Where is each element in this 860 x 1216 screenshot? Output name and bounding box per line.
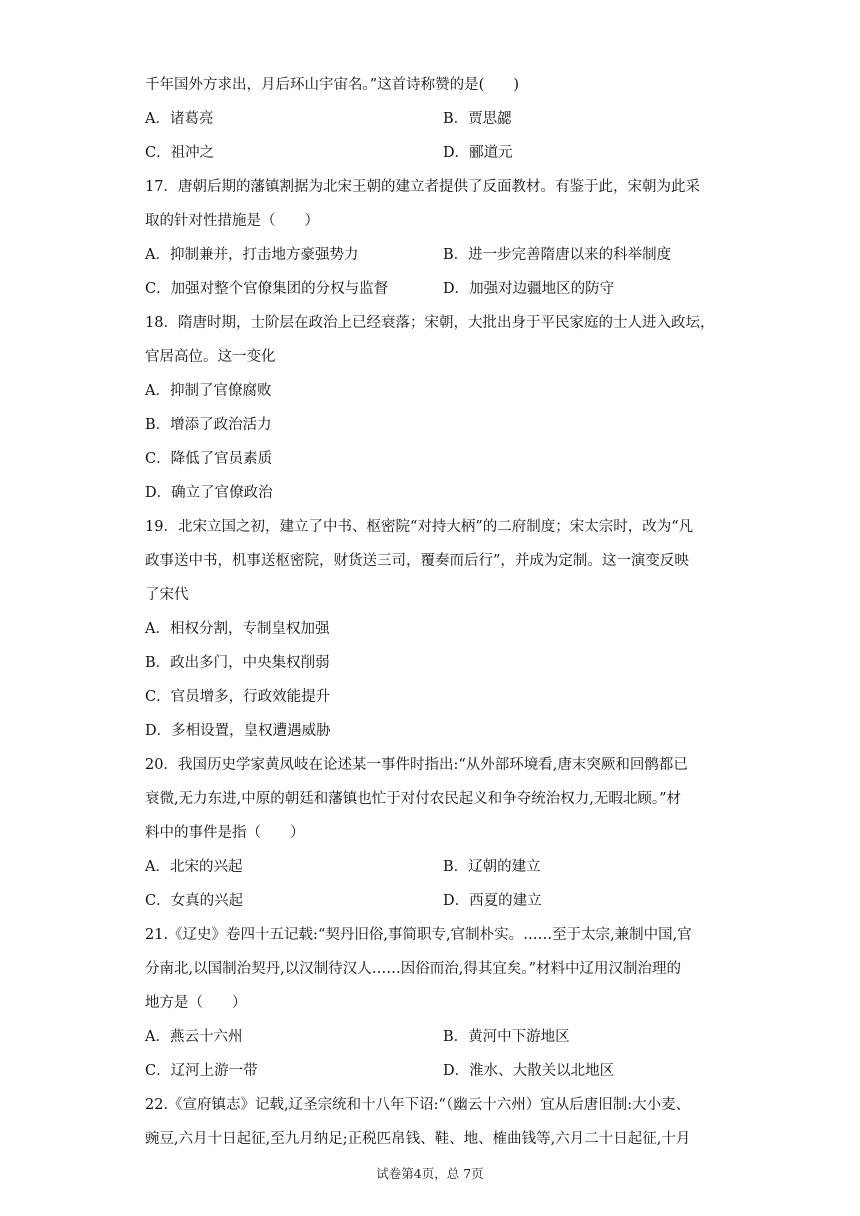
q20-options-row-1 bbox=[145, 850, 725, 884]
q19-option-a[interactable]: A．相权分割，专制皇权加强 bbox=[145, 621, 330, 637]
q20-option-d[interactable]: D．西夏的建立 bbox=[443, 893, 542, 909]
q21-option-c[interactable]: C．辽河上游一带 bbox=[145, 1063, 258, 1079]
q19-stem-line-3: 了宋代 bbox=[145, 587, 189, 603]
q18-stem-line-1: 18．隋唐时期，士阶层在政治上已经衰落；宋朝，大批出身于平民家庭的士人进入政坛， bbox=[145, 315, 715, 331]
q16-option-a[interactable]: A．诸葛亮 bbox=[145, 111, 214, 127]
q21-stem-line-1: 21.《辽史》卷四十五记载:“契丹旧俗,事简职专,官制朴实。……至于太宗,兼制中国,官 bbox=[145, 927, 692, 943]
q22-stem-line-1: 22.《宣府镇志》记载,辽圣宗统和十八年下诏:“（幽云十六州）宜从后唐旧制:大小麦、 bbox=[145, 1097, 691, 1113]
q20-stem-line-3: 料中的事件是指（ ） bbox=[145, 825, 305, 841]
q20-stem-line-1: 20．我国历史学家黄凤岐在论述某一事件时指出:“从外部环境看,唐末突厥和回鹘都已 bbox=[145, 757, 688, 773]
q19-stem-line-1: 19．北宋立国之初，建立了中书、枢密院“对持大柄”的二府制度；宋太宗时，改为“凡 bbox=[145, 519, 694, 535]
q20-option-b[interactable]: B．辽朝的建立 bbox=[443, 859, 541, 875]
q21-option-a[interactable]: A．燕云十六州 bbox=[145, 1029, 243, 1045]
q16-option-d[interactable]: D．郦道元 bbox=[443, 145, 513, 161]
q16-stem-tail: 千年国外方求出，月后环山宇宙名。”这首诗称赞的是( ) bbox=[145, 77, 519, 93]
q21-option-d[interactable]: D．淮水、大散关以北地区 bbox=[443, 1063, 615, 1079]
q17-stem-line-1: 17．唐朝后期的藩镇割据为北宋王朝的建立者提供了反面教材。有鉴于此，宋朝为此采 bbox=[145, 179, 700, 195]
page-footer: 试卷第4页，总 7页 bbox=[376, 1166, 484, 1181]
question-list bbox=[145, 68, 725, 1156]
q18-stem-line-2: 官居高位。这一变化 bbox=[145, 349, 276, 365]
q20-option-a[interactable]: A．北宋的兴起 bbox=[145, 859, 243, 875]
q21-options-row-2 bbox=[145, 1054, 725, 1088]
q21-option-b[interactable]: B．黄河中下游地区 bbox=[443, 1029, 570, 1045]
q21-options-row-1 bbox=[145, 1020, 725, 1054]
q19-option-b[interactable]: B．政出多门，中央集权削弱 bbox=[145, 655, 330, 671]
q19-option-d[interactable]: D．多相设置，皇权遭遇威胁 bbox=[145, 723, 331, 739]
q17-option-b[interactable]: B．进一步完善隋唐以来的科举制度 bbox=[443, 247, 672, 263]
q19-stem-line-2: 政事送中书，机事送枢密院，财货送三司，覆奏而后行”，并成为定制。这一演变反映 bbox=[145, 553, 689, 569]
q16-option-c[interactable]: C．祖冲之 bbox=[145, 145, 215, 161]
q17-options-row-1 bbox=[145, 238, 725, 272]
q18-option-a[interactable]: A．抑制了官僚腐败 bbox=[145, 383, 272, 399]
q19-option-c[interactable]: C．官员增多，行政效能提升 bbox=[145, 689, 331, 705]
q21-stem-line-3: 地方是（ ） bbox=[145, 995, 247, 1011]
q18-option-c[interactable]: C．降低了官员素质 bbox=[145, 451, 273, 467]
q17-options-row-2 bbox=[145, 272, 725, 306]
q22-stem-line-2: 豌豆,六月十日起征,至九月纳足;正税匹帛钱、鞋、地、榷曲钱等,六月二十日起征,十月 bbox=[145, 1131, 691, 1147]
q18-option-d[interactable]: D．确立了官僚政治 bbox=[145, 485, 273, 501]
q21-stem-line-2: 分南北,以国制治契丹,以汉制待汉人……因俗而治,得其宜矣。”材料中辽用汉制治理的 bbox=[145, 961, 681, 977]
q16-option-b[interactable]: B．贾思勰 bbox=[443, 111, 512, 127]
q16-options-row-2 bbox=[145, 136, 725, 170]
q17-stem-line-2: 取的针对性措施是（ ） bbox=[145, 213, 319, 229]
q17-option-d[interactable]: D．加强对边疆地区的防守 bbox=[443, 281, 615, 297]
q20-options-row-2 bbox=[145, 884, 725, 918]
q20-option-c[interactable]: C．女真的兴起 bbox=[145, 893, 244, 909]
q16-options-row-1 bbox=[145, 102, 725, 136]
q17-option-a[interactable]: A．抑制兼并，打击地方豪强势力 bbox=[145, 247, 359, 263]
q17-option-c[interactable]: C．加强对整个官僚集团的分权与监督 bbox=[145, 281, 389, 297]
q18-option-b[interactable]: B．增添了政治活力 bbox=[145, 417, 272, 433]
q20-stem-line-2: 衰微,无力东进,中原的朝廷和藩镇也忙于对付农民起义和争夺统治权力,无暇北顾。”材 bbox=[145, 791, 681, 807]
